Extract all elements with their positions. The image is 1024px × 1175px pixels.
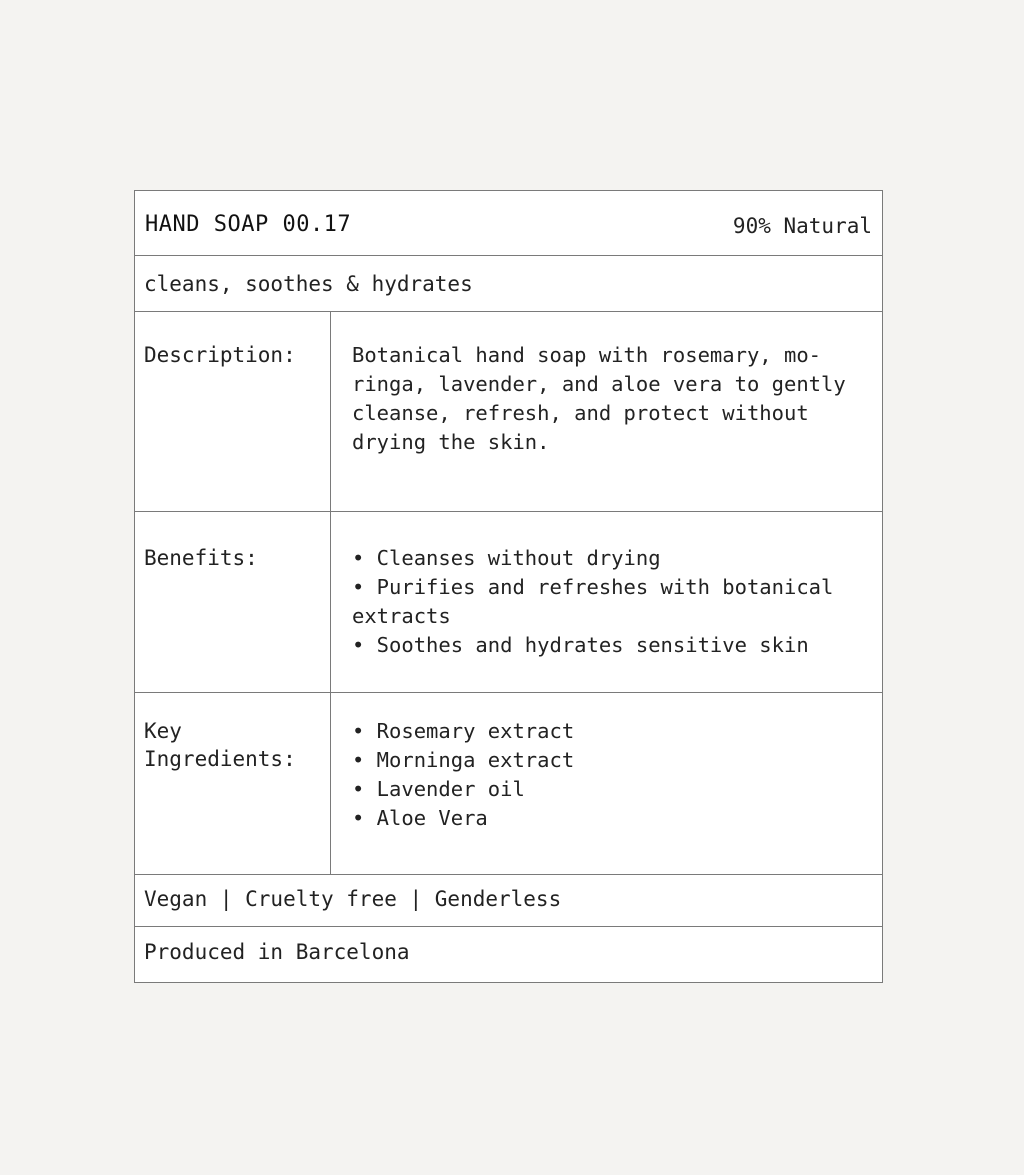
benefits-row <box>135 512 882 693</box>
ingredient-item: • Lavender oil <box>352 777 525 801</box>
product-origin: Produced in Barcelona <box>144 940 410 964</box>
product-name: HAND SOAP 00.17 <box>145 212 352 237</box>
ingredients-label-line: Ingredients: <box>144 747 296 771</box>
ingredients-row <box>135 693 882 875</box>
benefit-item: • Soothes and hydrates sensitive skin <box>352 633 809 657</box>
claims-row <box>135 875 882 927</box>
natural-percentage: 90% Natural <box>732 214 872 238</box>
product-tagline: cleans, soothes & hydrates <box>144 272 473 296</box>
ingredients-list <box>352 717 872 833</box>
ingredient-item: • Morninga extract <box>352 748 575 772</box>
benefits-label: Benefits: <box>144 546 258 570</box>
tagline-row <box>135 256 882 312</box>
label-header <box>135 191 882 256</box>
product-claims: Vegan | Cruelty free | Genderless <box>144 887 562 911</box>
ingredient-item: • Rosemary extract <box>352 719 575 743</box>
benefits-list <box>352 544 872 660</box>
column-divider <box>330 693 331 874</box>
column-divider <box>330 512 331 692</box>
origin-row <box>135 927 882 984</box>
column-divider <box>330 312 331 511</box>
description-row <box>135 312 882 512</box>
benefit-item: • Purifies and refreshes with botanical extracts <box>352 575 834 628</box>
ingredient-item: • Aloe Vera <box>352 806 488 830</box>
product-label <box>134 190 883 983</box>
description-label: Description: <box>144 343 296 367</box>
ingredients-label <box>144 717 324 773</box>
ingredients-label-line: Key <box>144 719 182 743</box>
description-text: Botanical hand soap with rosemary, mo-ringa, lavender, and aloe vera to gently cleanse, refresh, and protect without drying the skin. <box>352 343 846 454</box>
benefit-item: • Cleanses without drying <box>352 546 661 570</box>
